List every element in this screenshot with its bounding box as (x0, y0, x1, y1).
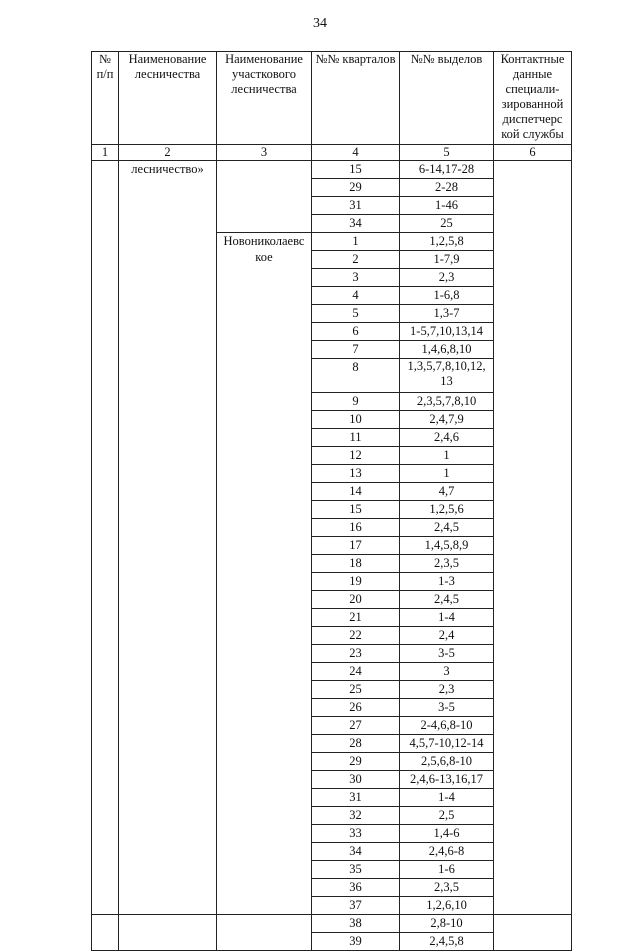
column-number: 4 (312, 145, 400, 161)
column-number-row (92, 145, 572, 161)
table-row (92, 915, 572, 933)
kvartal-number: 36 (312, 879, 400, 897)
vydel-list: 3-5 (400, 645, 494, 663)
kvartal-number: 2 (312, 251, 400, 269)
table-body (92, 161, 572, 951)
kvartal-number: 12 (312, 447, 400, 465)
header-vydely: №№ выделов (400, 52, 494, 145)
kvartal-number: 13 (312, 465, 400, 483)
vydel-list: 1-7,9 (400, 251, 494, 269)
vydel-list: 1,4,5,8,9 (400, 537, 494, 555)
uchastok-empty-cell (217, 161, 312, 233)
kvartal-number: 32 (312, 807, 400, 825)
vydel-list: 2,3,5,7,8,10 (400, 393, 494, 411)
kvartal-number: 34 (312, 215, 400, 233)
kvartal-number: 17 (312, 537, 400, 555)
vydel-list: 2,4,6-8 (400, 843, 494, 861)
kvartal-number: 11 (312, 429, 400, 447)
kvartal-number: 27 (312, 717, 400, 735)
uchastok-name: Новониколаевс кое (217, 233, 312, 915)
vydel-list: 1 (400, 465, 494, 483)
vydel-list: 2,3 (400, 269, 494, 287)
kvartal-number: 4 (312, 287, 400, 305)
column-number: 6 (494, 145, 572, 161)
vydel-list: 1-4 (400, 609, 494, 627)
kvartal-number: 25 (312, 681, 400, 699)
uchastok-cell (217, 915, 312, 951)
vydel-list: 2,4 (400, 627, 494, 645)
vydel-list: 1,3-7 (400, 305, 494, 323)
contacts-cell (494, 161, 572, 915)
vydel-list: 1,4,6,8,10 (400, 341, 494, 359)
vydel-list: 1-4 (400, 789, 494, 807)
vydel-list: 1,4-6 (400, 825, 494, 843)
vydel-list: 25 (400, 215, 494, 233)
kvartal-number: 9 (312, 393, 400, 411)
kvartal-number: 31 (312, 789, 400, 807)
kvartal-number: 10 (312, 411, 400, 429)
kvartal-number: 14 (312, 483, 400, 501)
kvartal-number: 38 (312, 915, 400, 933)
header-kvartaly: №№ кварталов (312, 52, 400, 145)
kvartal-number: 15 (312, 501, 400, 519)
table-row (92, 161, 572, 179)
kvartal-number: 33 (312, 825, 400, 843)
row-number-cell (92, 161, 119, 915)
vydel-list: 2,3,5 (400, 879, 494, 897)
header-lesnichestvo: Наименование лесничества (119, 52, 217, 145)
forest-quarters-table (91, 51, 572, 951)
kvartal-number: 34 (312, 843, 400, 861)
column-number: 2 (119, 145, 217, 161)
vydel-list: 1-46 (400, 197, 494, 215)
vydel-list: 2,3,5 (400, 555, 494, 573)
kvartal-number: 20 (312, 591, 400, 609)
kvartal-number: 7 (312, 341, 400, 359)
vydel-list: 2,4,5 (400, 591, 494, 609)
kvartal-number: 29 (312, 753, 400, 771)
vydel-list: 6-14,17-28 (400, 161, 494, 179)
kvartal-number: 15 (312, 161, 400, 179)
vydel-list: 1,2,6,10 (400, 897, 494, 915)
kvartal-number: 29 (312, 179, 400, 197)
kvartal-number: 26 (312, 699, 400, 717)
kvartal-number: 3 (312, 269, 400, 287)
kvartal-number: 24 (312, 663, 400, 681)
vydel-list: 2,4,6-13,16,17 (400, 771, 494, 789)
row-number-cell (92, 915, 119, 951)
header-number: № п/п (92, 52, 119, 145)
vydel-list: 1-5,7,10,13,14 (400, 323, 494, 341)
vydel-list: 2-4,6,8-10 (400, 717, 494, 735)
vydel-list: 2,3 (400, 681, 494, 699)
vydel-list: 1-3 (400, 573, 494, 591)
vydel-list: 2,4,6 (400, 429, 494, 447)
kvartal-number: 22 (312, 627, 400, 645)
vydel-list: 1-6,8 (400, 287, 494, 305)
vydel-list: 2,5 (400, 807, 494, 825)
kvartal-number: 30 (312, 771, 400, 789)
kvartal-number: 28 (312, 735, 400, 753)
vydel-list: 2,8-10 (400, 915, 494, 933)
vydel-list: 1,3,5,7,8,10,12, 13 (400, 359, 494, 393)
kvartal-number: 1 (312, 233, 400, 251)
vydel-list: 1,2,5,6 (400, 501, 494, 519)
vydel-list: 2,5,6,8-10 (400, 753, 494, 771)
vydel-list: 1,2,5,8 (400, 233, 494, 251)
kvartal-number: 21 (312, 609, 400, 627)
header-contacts: Контактные данные специали- зированной диспетчерс кой службы (494, 52, 572, 145)
lesnichestvo-cell (119, 915, 217, 951)
vydel-list: 4,5,7-10,12-14 (400, 735, 494, 753)
column-number: 3 (217, 145, 312, 161)
header-uchastok: Наименование участкового лесничества (217, 52, 312, 145)
vydel-list: 2-28 (400, 179, 494, 197)
page-number: 34 (313, 16, 327, 31)
kvartal-number: 18 (312, 555, 400, 573)
vydel-list: 4,7 (400, 483, 494, 501)
vydel-list: 2,4,5,8 (400, 933, 494, 951)
kvartal-number: 39 (312, 933, 400, 951)
kvartal-number: 6 (312, 323, 400, 341)
vydel-list: 1 (400, 447, 494, 465)
column-number: 5 (400, 145, 494, 161)
kvartal-number: 16 (312, 519, 400, 537)
kvartal-number: 19 (312, 573, 400, 591)
vydel-list: 2,4,7,9 (400, 411, 494, 429)
kvartal-number: 31 (312, 197, 400, 215)
column-number: 1 (92, 145, 119, 161)
contacts-cell (494, 915, 572, 951)
vydel-list: 1-6 (400, 861, 494, 879)
kvartal-number: 5 (312, 305, 400, 323)
table-header-row (92, 52, 572, 145)
kvartal-number: 35 (312, 861, 400, 879)
kvartal-number: 37 (312, 897, 400, 915)
vydel-list: 3-5 (400, 699, 494, 717)
vydel-list: 2,4,5 (400, 519, 494, 537)
kvartal-number: 23 (312, 645, 400, 663)
kvartal-number: 8 (312, 359, 400, 393)
lesnichestvo-name: лесничество» (119, 161, 217, 915)
vydel-list: 3 (400, 663, 494, 681)
